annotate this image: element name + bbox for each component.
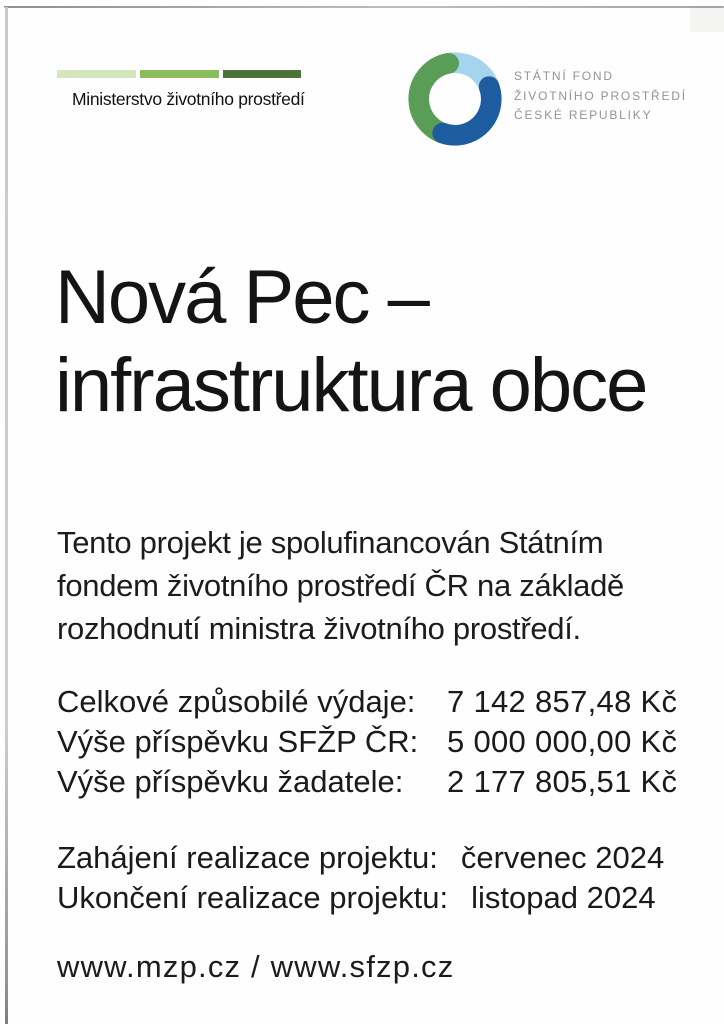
footer-websites: www.mzp.cz / www.sfzp.cz [57,949,455,984]
financial-row-applicant-contribution [57,762,677,802]
timeline-label: Ukončení realizace projektu: [57,880,449,915]
financial-label: Celkové způsobilé výdaje: [57,684,416,719]
financial-value: 7 142 857,48 Kč [447,684,678,719]
scan-edge-left [5,7,8,1024]
page-title-line-1: Nová Pec – [55,255,428,340]
scan-smudge-top-right [690,8,724,32]
ministry-bars-icon [57,70,301,78]
sfzp-logo [406,50,687,148]
scan-edge-top [4,6,724,8]
sfzp-logo-line-3: ČESKÉ REPUBLIKY [514,108,653,122]
sfzp-swirl-icon [406,50,504,148]
timeline-row-end [57,878,664,918]
sfzp-logo-line-2: ŽIVOTNÍHO PROSTŘEDÍ [514,88,687,103]
cofinancing-line-3: rozhodnutí ministra životního prostředí. [57,611,581,646]
cofinancing-line-1: Tento projekt je spolufinancován Státním [57,525,604,560]
timeline-block [57,838,664,918]
timeline-value: listopad 2024 [471,880,656,915]
ministry-logo [57,70,305,110]
timeline-row-start [57,838,664,878]
financial-row-total [57,682,677,722]
financial-label: Výše příspěvku SFŽP ČR: [57,724,419,759]
timeline-value: červenec 2024 [460,840,665,875]
sfzp-logo-text [514,67,687,148]
financial-value: 5 000 000,00 Kč [447,724,678,759]
cofinancing-line-2: fondem životního prostředí ČR na základě [57,568,624,603]
page-title-line-2: infrastruktura obce [55,343,647,428]
ministry-logo-text: Ministerstvo životního prostředí [72,89,305,109]
cofinancing-statement [57,521,624,650]
page-title [55,254,646,430]
timeline-label: Zahájení realizace projektu: [57,840,438,875]
sfzp-logo-line-1: STÁTNÍ FOND [514,69,614,83]
financials-block [57,682,677,802]
financial-value: 2 177 805,51 Kč [447,764,678,799]
financial-row-sfzp-contribution [57,722,677,762]
financial-label: Výše příspěvku žadatele: [57,764,404,799]
